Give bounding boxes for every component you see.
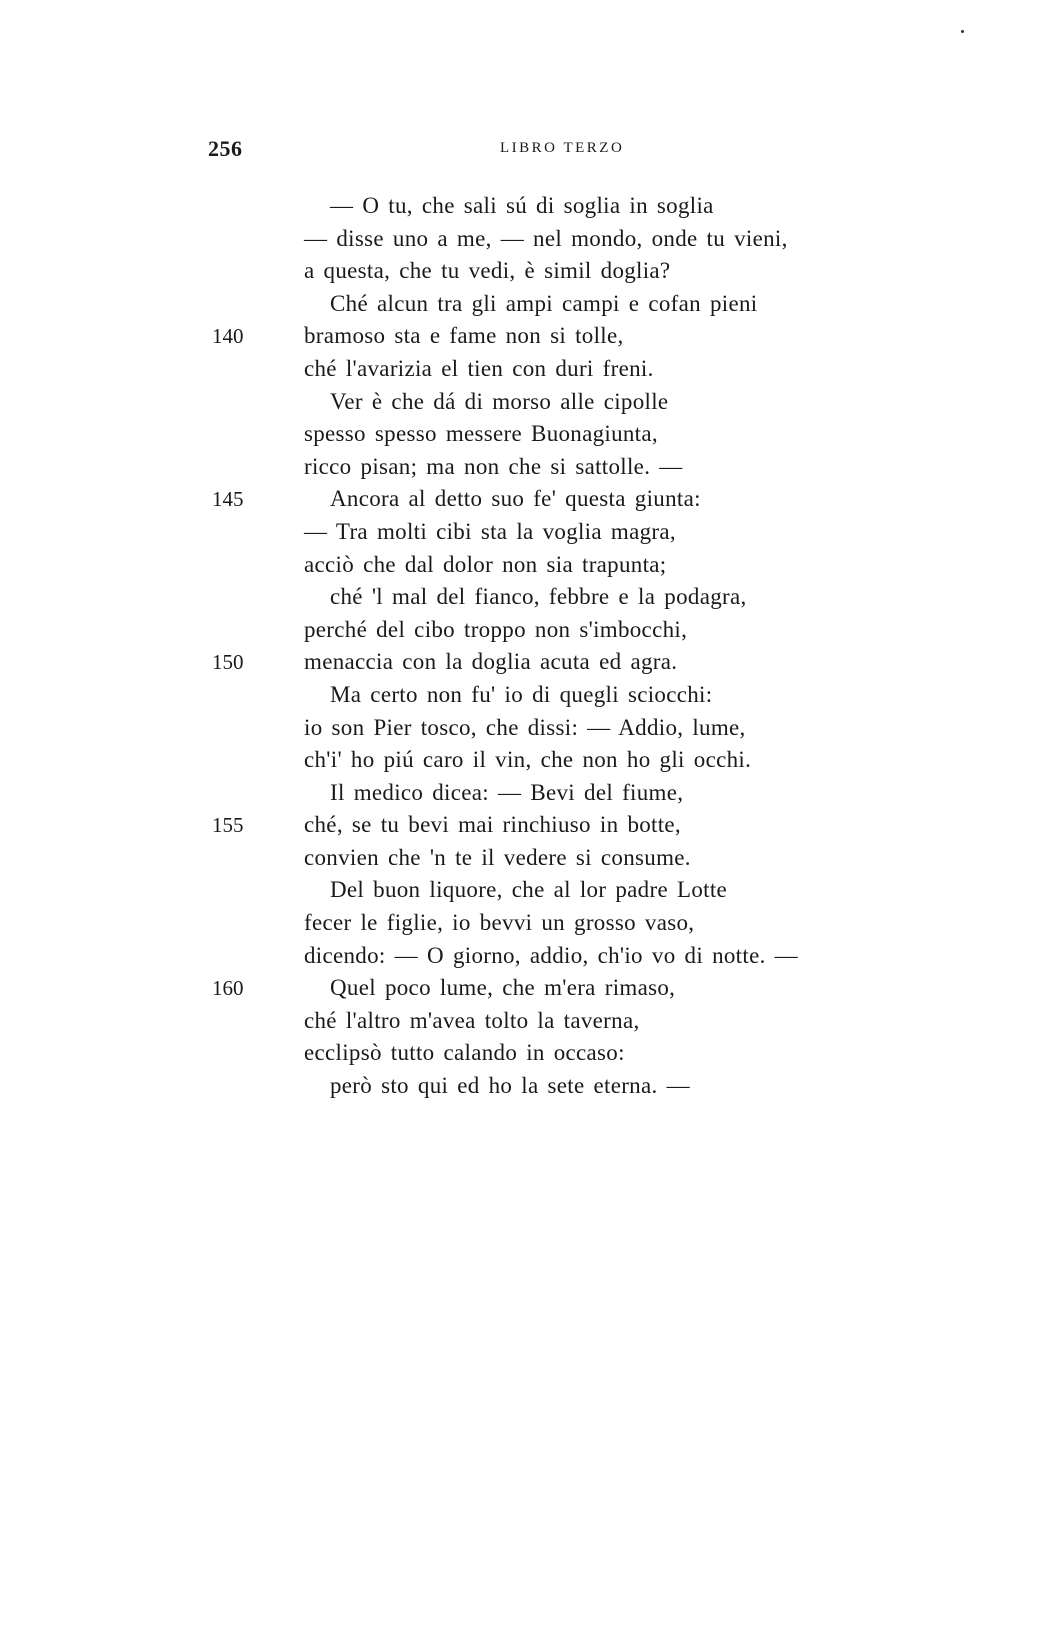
verse-text: ricco pisan; ma non che si sattolle. — <box>304 453 683 479</box>
verse-text: ché 'l mal del fianco, febbre e la podagra, <box>330 584 747 610</box>
verse-line <box>0 451 1037 484</box>
verse-text: ché l'avarizia el tien con duri freni. <box>304 355 654 381</box>
verse-text: Ver è che dá di morso alle cipolle <box>330 388 669 414</box>
verse-text: ch'i' ho piú caro il vin, che non ho gli occhi. <box>304 747 752 773</box>
verse-line <box>0 353 1037 386</box>
verse-text: — O tu, che sali sú di soglia in soglia <box>330 193 714 218</box>
verse-line <box>0 679 1037 712</box>
verse-text: Ma certo non fu' io di quegli sciocchi: <box>330 681 713 707</box>
verse-line <box>0 614 1037 647</box>
verse-text: menaccia con la doglia acuta ed agra. <box>304 649 678 675</box>
verse-line <box>0 483 1037 516</box>
verse-line <box>0 516 1037 549</box>
verse-text: spesso spesso messere Buonagiunta, <box>304 421 658 447</box>
verse-line <box>0 418 1037 451</box>
verse-text: ché l'altro m'avea tolto la taverna, <box>304 1007 640 1033</box>
page-number: 256 <box>208 136 243 161</box>
verse-text: convien che 'n te il vedere si consume. <box>304 844 691 870</box>
verse-text: a questa, che tu vedi, è simil doglia? <box>304 258 671 284</box>
verse-line <box>0 549 1037 582</box>
verse-text: dicendo: — O giorno, addio, ch'io vo di notte. — <box>304 942 798 968</box>
verse-line <box>0 288 1037 321</box>
running-title: LIBRO TERZO <box>500 140 625 156</box>
verse-line <box>0 842 1037 875</box>
verse-text: bramoso sta e fame non si tolle, <box>304 323 624 349</box>
verse-line <box>0 874 1037 907</box>
verse-text: acciò che dal dolor non sia trapunta; <box>304 551 667 577</box>
line-number: 155 <box>212 813 244 838</box>
line-number: 140 <box>212 324 244 349</box>
verse-line <box>0 907 1037 940</box>
line-number: 160 <box>212 976 244 1001</box>
verse-text: — Tra molti cibi sta la voglia magra, <box>304 518 676 544</box>
line-number: 145 <box>212 487 244 512</box>
line-number: 150 <box>212 650 244 675</box>
verse-text: Quel poco lume, che m'era rimaso, <box>330 975 676 1001</box>
printing-speck <box>961 30 964 33</box>
verse-line <box>0 320 1037 353</box>
verse-text: Del buon liquore, che al lor padre Lotte <box>330 877 728 903</box>
verse-line <box>0 223 1037 256</box>
verse-line <box>0 744 1037 777</box>
verse-text: Il medico dicea: — Bevi del fiume, <box>330 779 684 805</box>
verse-line <box>0 940 1037 973</box>
verse-text: però sto qui ed ho la sete eterna. — <box>330 1073 690 1099</box>
verse-line <box>0 809 1037 842</box>
verse-text: perché del cibo troppo non s'imbocchi, <box>304 616 688 642</box>
verse-line <box>0 712 1037 745</box>
verse-text: ecclipsò tutto calando in occaso: <box>304 1040 625 1066</box>
verse-text: — disse uno a me, — nel mondo, onde tu vieni, <box>304 225 788 251</box>
verse-text: Ché alcun tra gli ampi campi e cofan pieni <box>330 290 758 316</box>
verse-line <box>0 1070 1037 1103</box>
verse-line <box>0 972 1037 1005</box>
verse-block <box>0 190 1037 1103</box>
verse-line <box>0 581 1037 614</box>
verse-text: Ancora al detto suo fe' questa giunta: <box>330 486 701 512</box>
verse-text: fecer le figlie, io bevvi un grosso vaso, <box>304 910 695 936</box>
verse-line <box>0 777 1037 810</box>
verse-line <box>0 386 1037 419</box>
verse-text: io son Pier tosco, che dissi: — Addio, lume, <box>304 714 746 740</box>
verse-line <box>0 190 1037 223</box>
verse-line <box>0 646 1037 679</box>
verse-line <box>0 1037 1037 1070</box>
verse-text: ché, se tu bevi mai rinchiuso in botte, <box>304 812 681 838</box>
verse-line <box>0 255 1037 288</box>
verse-line <box>0 1005 1037 1038</box>
